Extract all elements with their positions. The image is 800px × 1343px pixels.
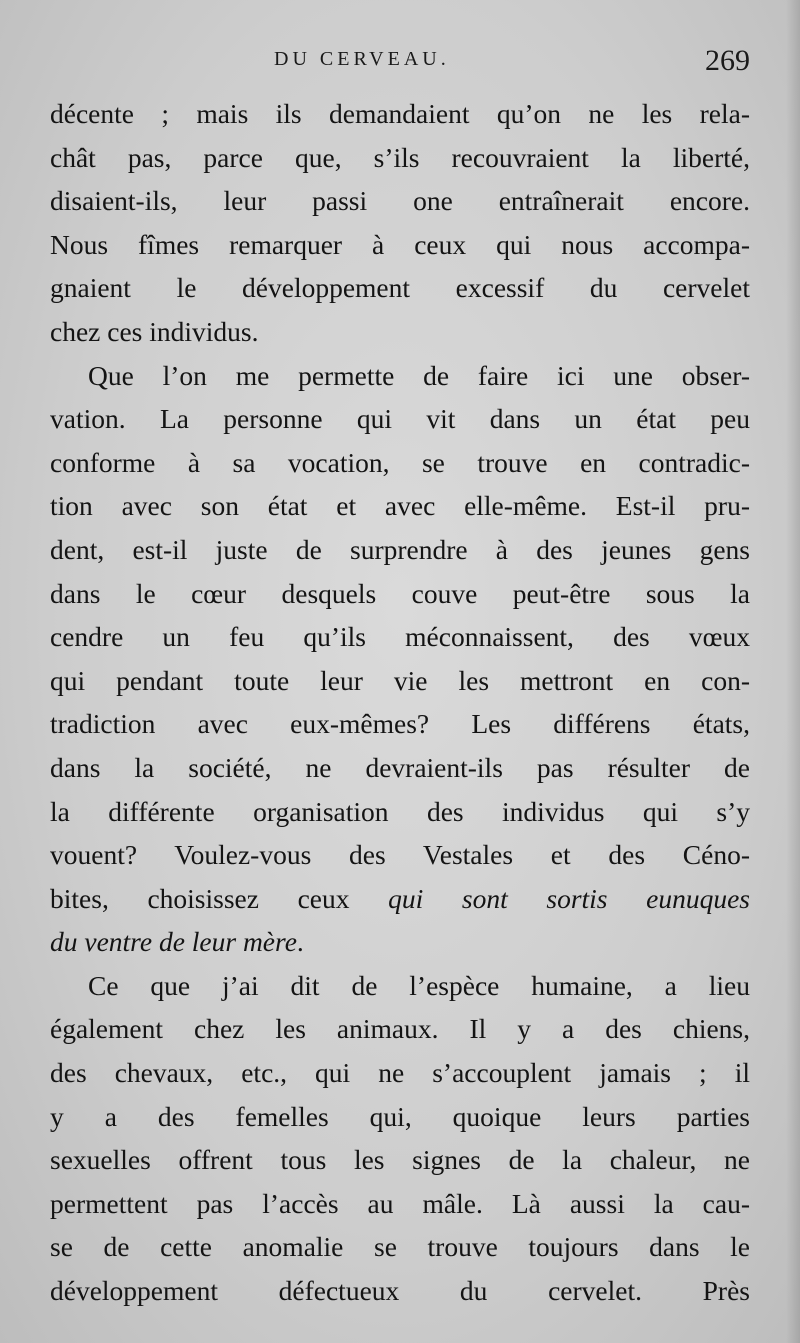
text-line: des chevaux, etc., qui ne s’accouplent jamais ; il	[50, 1057, 750, 1089]
text-line: qui pendant toute leur vie les mettront en con-	[50, 664, 750, 696]
text-line: tradiction avec eux-mêmes? Les différens états,	[50, 708, 750, 740]
text-line: vouent? Voulez-vous des Vestales et des Céno-	[50, 839, 750, 871]
text-line: chât pas, parce que, s’ils recouvraient la liberté,	[50, 141, 750, 173]
text-line: gnaient le développement excessif du cervelet	[50, 272, 750, 304]
text-line: décente ; mais ils demandaient qu’on ne les rela-	[50, 98, 750, 129]
text-line: tion avec son état et avec elle-même. Est-il pru-	[50, 490, 750, 522]
paragraph-start-line: Ce que j’ai dit de l’espèce humaine, a lieu	[88, 969, 750, 1001]
text-line: disaient-ils, leur passi one entraînerait encore.	[50, 185, 750, 217]
paragraph-start-line: Que l’on me permette de faire ici une obser-	[88, 359, 750, 391]
page-edge-shadow	[786, 0, 800, 1343]
text-line: dent, est-il juste de surprendre à des jeunes gens	[50, 533, 750, 565]
text-line: également chez les animaux. Il y a des chiens,	[50, 1013, 750, 1045]
running-head: DU CERVEAU.	[274, 48, 450, 70]
text-body	[50, 92, 750, 1313]
text-line: vation. La personne qui vit dans un état peu	[50, 403, 750, 435]
text-segment: bites, choisissez ceux	[50, 882, 389, 914]
text-line: conforme à sa vocation, se trouve en contradic-	[50, 446, 750, 478]
text-line: chez ces individus.	[50, 315, 259, 347]
text-line: y a des femelles qui, quoique leurs parties	[50, 1100, 750, 1132]
text-line: se de cette anomalie se trouve toujours dans le	[50, 1231, 750, 1263]
text-line: dans la société, ne devraient-ils pas résulter de	[50, 751, 750, 783]
text-line-mixed	[50, 920, 750, 964]
text-line: dans le cœur desquels couve peut-être sous la	[50, 577, 750, 609]
text-segment: .	[296, 926, 304, 958]
text-line: cendre un feu qu’ils méconnaissent, des vœux	[50, 621, 750, 653]
text-line: développement défectueux du cervelet. Près	[50, 1275, 750, 1307]
page-header	[0, 44, 800, 84]
italic-quote: du ventre de leur mère	[50, 926, 297, 958]
text-line: Nous fîmes remarquer à ceux qui nous accompa-	[50, 228, 750, 260]
text-line: sexuelles offrent tous les signes de la chaleur, ne	[50, 1144, 750, 1176]
text-line-mixed	[50, 877, 750, 921]
text-line: permettent pas l’accès au mâle. Là aussi la cau-	[50, 1187, 750, 1219]
text-line: la différente organisation des individus qui s’y	[50, 795, 750, 827]
page-number: 269	[705, 44, 750, 77]
italic-quote: qui sont sortis eunuques	[388, 882, 750, 914]
